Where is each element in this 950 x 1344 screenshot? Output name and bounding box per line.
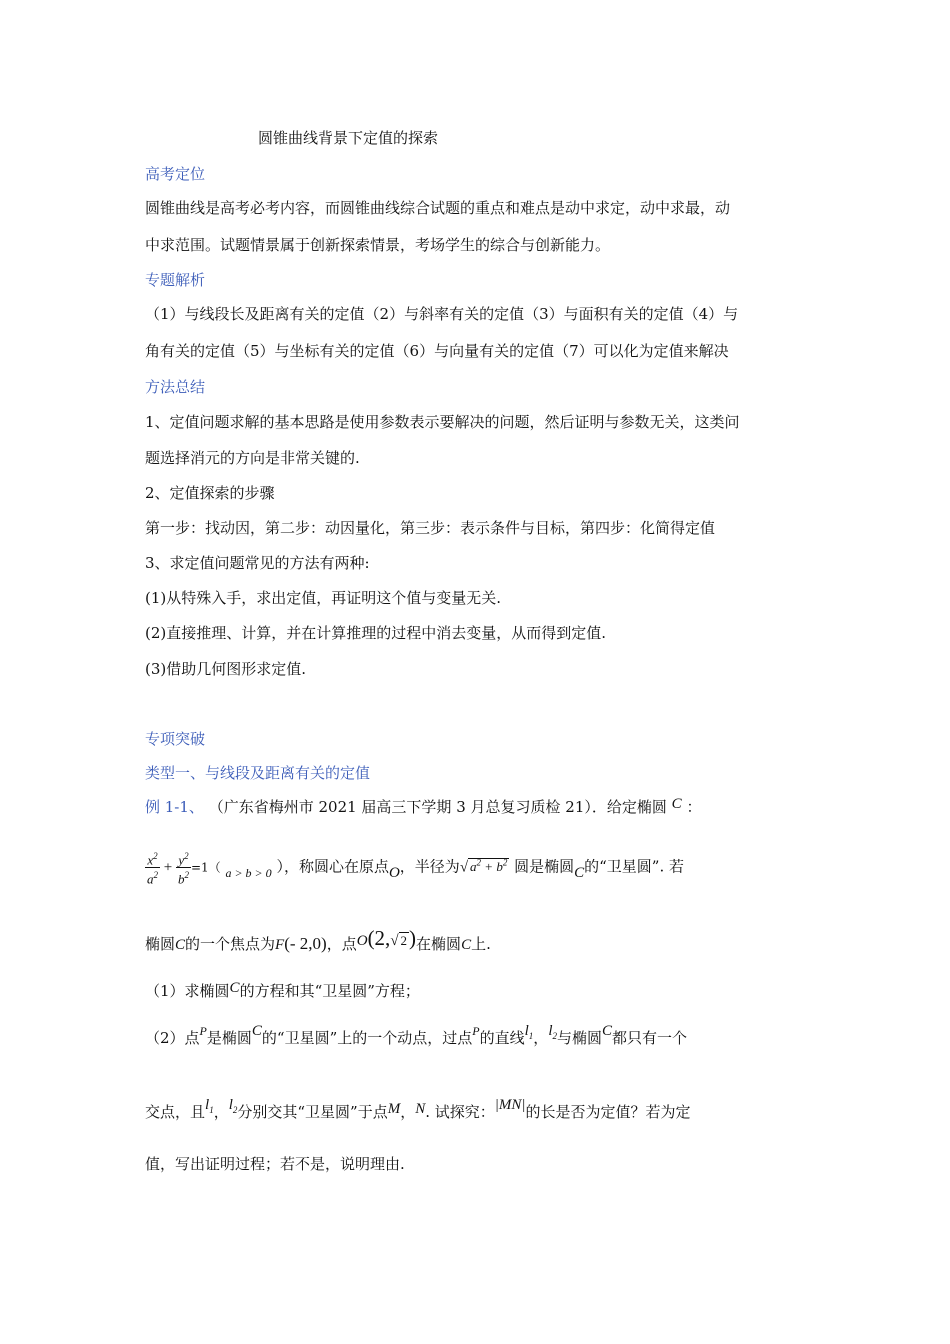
var-F: F [275,937,285,953]
text: ），称圆心在原点 [276,857,389,876]
text: 在椭圆 [416,935,462,953]
paragraph: （1）与线段长及距离有关的定值（2）与斜率有关的定值（3）与面积有关的定值（4）与 [145,305,739,323]
var-C: C [574,865,585,882]
text: ，半径为 [399,857,460,876]
text: 椭圆 [145,935,176,953]
text: 的直线 [479,1029,525,1047]
text: 交点，且 [145,1103,206,1121]
var-N: N [415,1101,426,1117]
var-C: C [229,980,240,996]
text: ， [213,1103,229,1121]
question-2-cont [145,1097,691,1128]
var-O: O [388,865,400,882]
paragraph: (2)直接推理、计算，并在计算推理的过程中消去变量，从而得到定值. [145,624,607,642]
paragraph: 题选择消元的方向是非常关键的. [145,449,360,467]
question-2-end: 值，写出证明过程；若不是，说明理由. [145,1155,405,1173]
focus-coordinate: (- 2,0) [284,934,327,953]
text: 分别交其“卫星圆”于点 [237,1103,388,1121]
text: ， [400,1103,416,1121]
paragraph: 第一步：找动因，第二步：动因量化，第三步：表示条件与目标，第四步：化简得定值 [145,519,716,537]
var-C: C [602,1023,613,1039]
var-Q: O [356,933,368,949]
text: 的方程和其“卫星圆”方程； [239,982,420,1000]
var-l1: $l_1$ [205,1097,214,1115]
heading-type-one: 类型一、与线段及距离有关的定值 [145,764,371,782]
focus-line [145,926,491,955]
fraction-x: $\frac{x^2}{a^2}$ [147,850,158,887]
text: 上. [471,935,491,953]
var-C: C [251,1023,262,1039]
sqrt-2: √ 2 [390,933,408,949]
text: 的“卫星圆”上的一个动点，过点 [261,1029,473,1047]
example-label: 例 1-1、 [145,798,204,816]
example-header [145,797,701,818]
text: . 试探究： [425,1103,495,1121]
question-2 [145,1023,688,1054]
paragraph: 3、求定值问题常见的方法有两种: [145,554,370,572]
text: ，点 [326,935,357,953]
point-coordinate-close: ) [409,926,417,950]
paragraph: 角有关的定值（5）与坐标有关的定值（6）与向量有关的定值（7）可以化为定值来解决 [145,342,729,360]
condition: a > b > 0 [225,866,272,881]
paragraph: 中求范围。试题情景属于创新探索情景，考场学生的综合与创新能力。 [145,236,611,254]
question-1 [145,981,420,1002]
heading-topic-analysis: 专题解析 [145,271,206,289]
var-P: P [199,1024,207,1038]
var-M: M [387,1101,401,1117]
heading-method-summary: 方法总结 [145,378,206,396]
var-P: P [472,1024,480,1038]
paragraph: (3)借助几何图形求定值. [145,660,307,678]
ellipse-equation-line: $\frac{x^2}{a^2}$ + $\frac{y^2}{b^2}$ =1（ $_{a > b > 0}$ ），称圆心在原点O，半径为√ $a^2 + b^2$ 圆是椭圆C的“卫星圆”. 若 [145,848,684,886]
var-l1: $l_1$ [524,1023,534,1041]
var-C: C [175,937,186,953]
equation-tail: =1（ [190,860,221,875]
var-l2: $l_2$ [228,1097,238,1115]
sqrt-radius: √ $a^2 + b^2$ [459,858,508,876]
var-C: C [461,937,472,953]
paragraph: (1)从特殊入手，求出定值，再证明这个值与变量无关. [145,589,502,607]
text: （2）点 [145,1029,200,1047]
colon: ： [686,798,702,816]
fraction-y: $\frac{y^2}{b^2}$ [177,850,189,887]
paragraph: 2、定值探索的步骤 [145,484,275,502]
heading-special-breakthrough: 专项突破 [145,730,206,748]
text: 的“卫星圆”. 若 [584,857,685,876]
paragraph: 1、定值问题求解的基本思路是使用参数表示要解决的问题，然后证明与参数无关，这类问 [145,413,740,431]
var-l2: $l_2$ [548,1023,557,1041]
example-source: （广东省梅州市 2021 届高三下学期 3 月总复习质检 21）．给定椭圆 [208,798,667,816]
text: 的长是否为定值？若为定 [525,1103,691,1121]
heading-gaokao-position: 高考定位 [145,165,206,183]
page-title: 圆锥曲线背景下定值的探索 [258,129,439,147]
text: 都只有一个 [612,1029,688,1047]
text: 是椭圆 [206,1029,252,1047]
text: 的一个焦点为 [185,935,276,953]
text: ， [533,1029,549,1047]
text: （1）求椭圆 [145,982,230,1000]
length-MN: |MN| [494,1097,526,1113]
text: 圆是椭圆 [514,857,575,876]
paragraph: 圆锥曲线是高考必考内容，而圆锥曲线综合试题的重点和难点是动中求定，动中求最，动 [145,199,731,217]
var-C: C [671,796,682,812]
text: 与椭圆 [556,1029,602,1047]
point-coordinate: (2, [367,926,391,950]
